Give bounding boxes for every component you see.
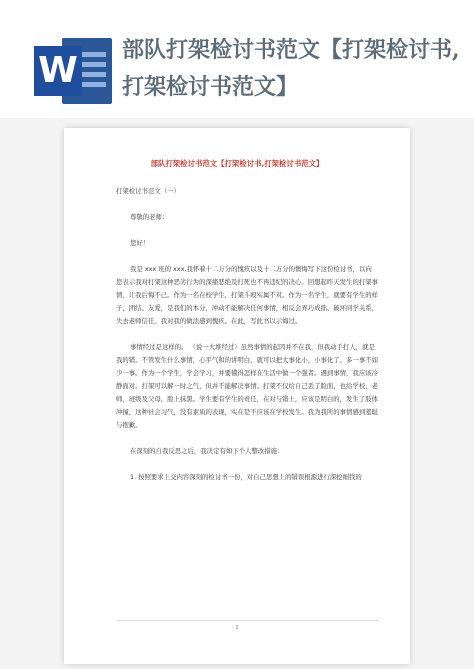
body-paragraph: 事情经过是这样的。 （说一大堆经过）虽然事情的起因并不在我，但我动手打人，就是我的错。不管发生什么事情，心平气和的讲明白，就可以把大事化小，小事化了。多一事不如少一事。作为一个学生，学会学习，并要懂得怎样在生活中做一个强者。遇到事情，我应该冷静面对。打架可以解一时之气，但并不能解决事情。打架不仅给自己丢了脸面，也给学校，老师，班级及父母，脸上抹黑。学生要有学生的责任，在对与错上，应该是明白的，发生了肢体冲撞，这种社会习气，没有素质的表现，实在是不应该在学校发生。我为我所的事情感到羞耻与抱歉。 xyxy=(116,343,379,429)
word-icon-letter: W xyxy=(34,46,82,96)
page-title: 部队打架检讨书范文【打架检讨书,打架检讨书范文】 xyxy=(122,37,460,100)
page-divider xyxy=(116,620,378,621)
document-body xyxy=(116,185,378,497)
section-heading: 打架检讨书范文（一） xyxy=(116,187,180,195)
header-banner xyxy=(0,0,474,118)
document-page xyxy=(64,128,410,664)
salutation: 尊敬的老师： xyxy=(130,213,169,221)
word-document-icon xyxy=(34,38,112,104)
body-paragraph: 在深刻的自我反思之后，我决定有如下个人整改措施： xyxy=(130,447,284,455)
list-item: 1. 按照要求上交内容深刻的检讨书一份，对自己思想上的错误根源进行深挖细找的 xyxy=(130,473,362,481)
greeting: 您好！ xyxy=(130,239,150,247)
document-title: 部队打架检讨书范文【打架检讨书,打架检讨书范文】 xyxy=(150,159,324,168)
page-number: 1 xyxy=(235,625,239,631)
body-paragraph: 我是 xxx 班的 xxx,我怀着十二万分的愧疚以及十二万分的懊悔写下这份检讨书，以向您表示我对打架这种恶劣行为的深痛恶绝及打死也不再违纪的决心。回想起昨天发生的打架事情，让我后悔不已。作为一名在校学生，打架斗殴实属不对。作为一名学生，就要有学生的样子，团结、友爱，是我们的本分，冲动不能解决任何事情，相反会弄巧成拙、破坏同学关系，失去老师信任。我对我的做法感到愧疚。在此，写此书以示悔过。 xyxy=(116,265,379,325)
